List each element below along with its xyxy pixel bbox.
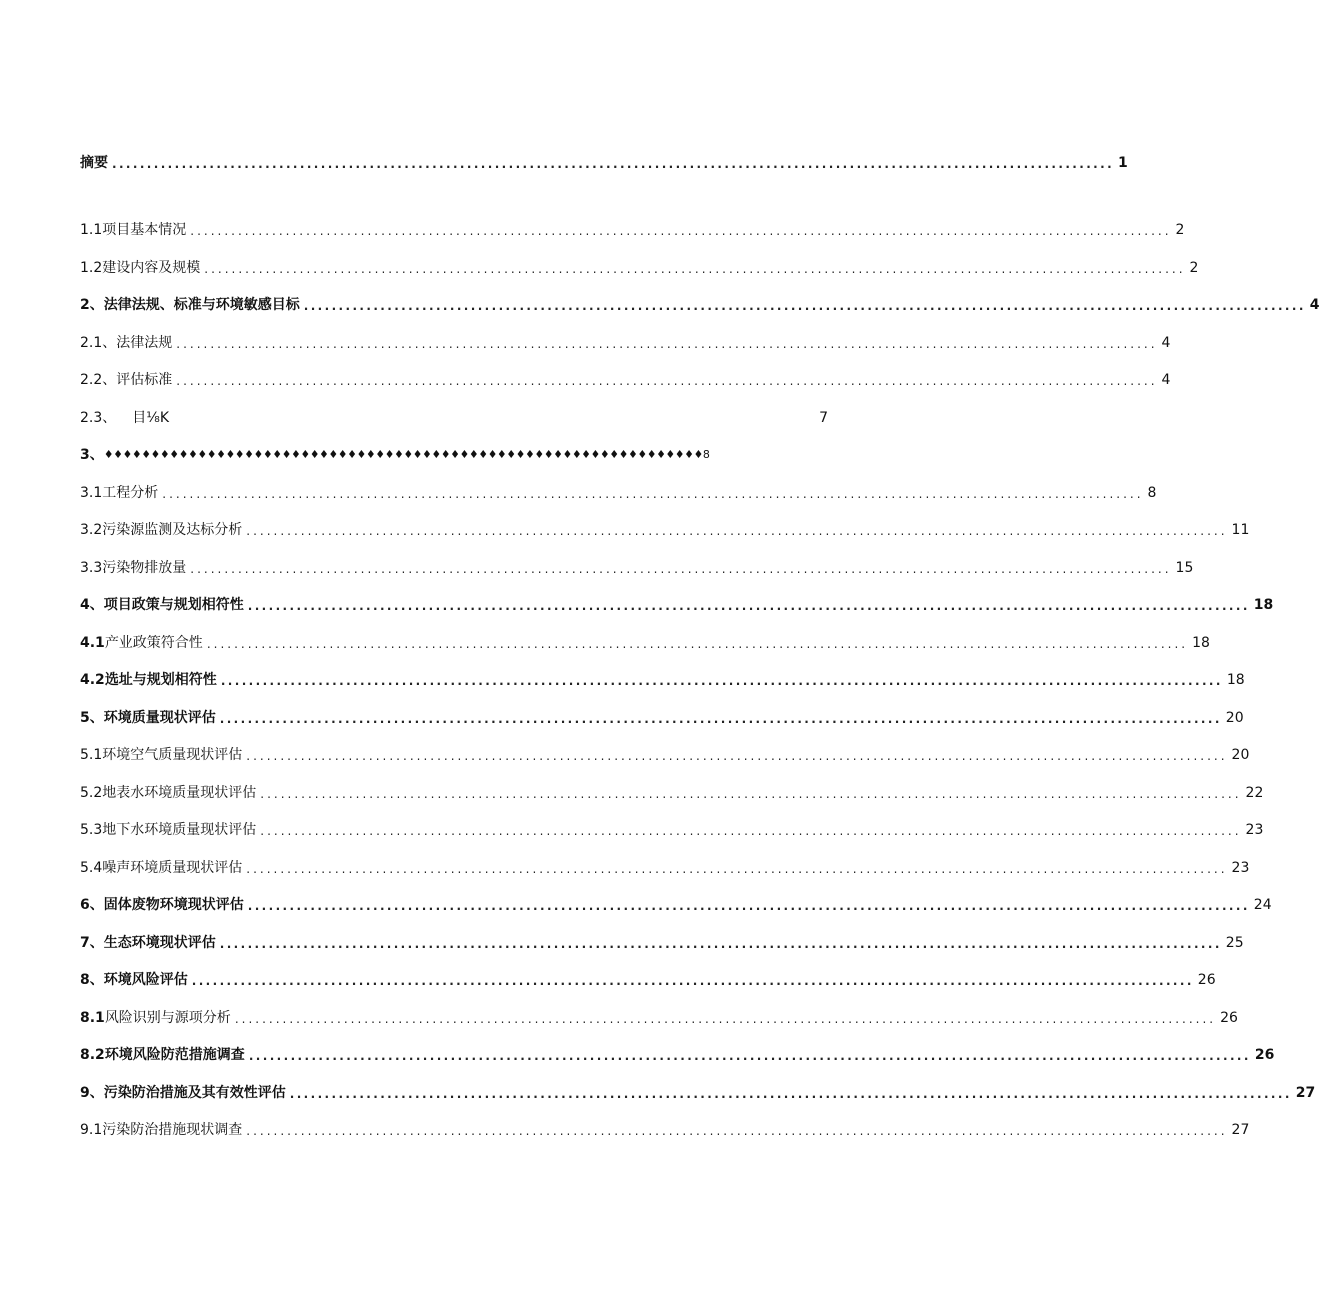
- toc-dot-leader: ................................................................................................................................................: [176, 337, 1158, 351]
- toc-entry-title: 法律法规: [116, 335, 173, 351]
- toc-dot-leader: ................................................................................................................................................: [247, 599, 1250, 613]
- toc-entry-title: 环境风险防范措施调查: [104, 1047, 245, 1063]
- toc-entry[interactable]: [80, 1117, 1250, 1139]
- toc-entry-number: 2.1、: [80, 335, 117, 351]
- toc-entry-number: 4.2: [80, 672, 105, 688]
- toc-entry-title: 污染物排放量: [102, 560, 187, 576]
- toc-page-number: 2: [1175, 222, 1185, 238]
- toc-dot-leader: ................................................................................................................................................: [248, 1049, 1251, 1063]
- toc-entry-title: 环境空气质量现状评估: [102, 747, 243, 763]
- toc-dot-leader: ................................................................................................................................................: [246, 524, 1228, 538]
- toc-entry-title: 噪声环境质量现状评估: [102, 860, 243, 876]
- toc-page-number: 20: [1225, 710, 1244, 726]
- toc-entry-number: 5.1: [80, 747, 103, 763]
- toc-page-number: 18: [1226, 672, 1245, 688]
- toc-entry[interactable]: [80, 255, 1199, 277]
- toc-entry[interactable]: [80, 967, 1216, 989]
- toc-page-number: 7: [819, 410, 828, 426]
- toc-page-number: 24: [1253, 897, 1272, 913]
- toc-entry-title: ♦♦♦♦♦♦♦♦♦♦♦♦♦♦♦♦♦♦♦♦♦♦♦♦♦♦♦♦♦♦♦♦♦♦♦♦♦♦♦♦♦♦♦♦♦♦♦♦♦♦♦♦♦♦♦♦♦♦♦♦♦♦♦♦8: [103, 448, 710, 461]
- toc-entry[interactable]: [80, 630, 1210, 652]
- toc-dot-leader: ................................................................................................................................................: [260, 787, 1242, 801]
- toc-entry-title: 地下水环境质量现状评估: [102, 822, 257, 838]
- toc-page-number: 18: [1192, 635, 1210, 651]
- toc-entry-number: 2、: [80, 297, 104, 313]
- toc-page-number: 22: [1245, 785, 1264, 801]
- toc-entry-title: 环境风险评估: [103, 972, 188, 988]
- toc-entry-title: 产业政策符合性: [104, 635, 203, 651]
- toc-page-number: 20: [1231, 747, 1250, 763]
- toc-entry[interactable]: [80, 442, 828, 464]
- toc-entry-title: 建设内容及规模: [102, 260, 201, 276]
- toc-entry-number: 9、: [80, 1085, 104, 1101]
- toc-entry-number: 8.2: [80, 1047, 105, 1063]
- toc-entry-number: 8.1: [80, 1010, 105, 1026]
- toc-entry[interactable]: [80, 367, 1171, 389]
- toc-entry-title: 工程分析: [102, 485, 159, 501]
- toc-entry-number: 3.3: [80, 560, 103, 576]
- toc-entry[interactable]: [80, 592, 1274, 614]
- toc-entry-number: 3.2: [80, 522, 103, 538]
- toc-entry[interactable]: [80, 405, 828, 427]
- toc-entry-number: 4、: [80, 597, 104, 613]
- toc-page-number: 23: [1245, 822, 1264, 838]
- toc-entry-number: 摘要: [80, 155, 108, 171]
- toc-dot-leader: ................................................................................................................................................: [260, 824, 1242, 838]
- toc-entry[interactable]: [80, 1080, 1316, 1102]
- toc-entry-number: 6、: [80, 897, 104, 913]
- toc-entry-number: 5.2: [80, 785, 103, 801]
- toc-entry[interactable]: [80, 330, 1171, 352]
- toc-page-number: 25: [1225, 935, 1244, 951]
- toc-entry[interactable]: [80, 742, 1250, 764]
- toc-entry[interactable]: [80, 780, 1264, 802]
- toc-entry-number: 5、: [80, 710, 104, 726]
- toc-page-number: 4: [1161, 335, 1171, 351]
- toc-entry-number: 2.3、: [80, 410, 117, 426]
- toc-entry[interactable]: [80, 930, 1244, 952]
- toc-entry-title: 法律法规、标准与环境敏感目标: [103, 297, 300, 313]
- toc-page-number: 15: [1175, 560, 1194, 576]
- toc-entry-title: 固体废物环境现状评估: [103, 897, 244, 913]
- toc-page-number: 2: [1189, 260, 1199, 276]
- toc-entry-title: 项目政策与规划相符性: [103, 597, 244, 613]
- toc-dot-leader: ................................................................................................................................................: [191, 974, 1194, 988]
- toc-dot-leader: ................................................................................................................................................: [219, 937, 1222, 951]
- toc-page-number: 1: [1118, 155, 1128, 171]
- toc-dot-leader: ................................................................................................................................................: [289, 1087, 1292, 1101]
- toc-entry[interactable]: [80, 855, 1250, 877]
- toc-entry[interactable]: [80, 1005, 1238, 1027]
- toc-entry[interactable]: [80, 817, 1264, 839]
- toc-entry-title: 目⅛K: [132, 410, 170, 426]
- toc-dot-leader: ................................................................................................................................................: [234, 1012, 1217, 1026]
- toc-entry[interactable]: [80, 1042, 1275, 1064]
- toc-entry-number: 3.1: [80, 485, 103, 501]
- toc-dot-leader: ................................................................................................................................................: [246, 862, 1228, 876]
- toc-entry-abstract[interactable]: [80, 150, 1128, 172]
- toc-dot-leader: ................................................................................................................................................: [190, 224, 1172, 238]
- toc-entry-title: 污染防治措施及其有效性评估: [103, 1085, 286, 1101]
- toc-entry-title: 项目基本情况: [102, 222, 187, 238]
- toc-entry-title: 选址与规划相符性: [104, 672, 217, 688]
- toc-entry-number: 1.1: [80, 222, 103, 238]
- toc-page-number: 23: [1231, 860, 1250, 876]
- toc-entry[interactable]: [80, 667, 1245, 689]
- toc-dot-leader: ................................................................................................................................................: [190, 562, 1172, 576]
- toc-dot-leader: ................................................................................................................................................: [176, 374, 1158, 388]
- toc-entry-title: 生态环境现状评估: [103, 935, 216, 951]
- toc-entry-title: 地表水环境质量现状评估: [102, 785, 257, 801]
- toc-dot-leader: ................................................................................................................................................: [303, 299, 1306, 313]
- toc-page-number: 26: [1254, 1047, 1275, 1063]
- toc-dot-leader: ................................................................................................................................................: [219, 712, 1222, 726]
- toc-entry-number: 8、: [80, 972, 104, 988]
- toc-page-number: 4: [1309, 297, 1320, 313]
- toc-entry[interactable]: [80, 480, 1157, 502]
- toc-entry[interactable]: [80, 292, 1320, 314]
- toc-dot-leader: ................................................................................................................................................: [112, 157, 1115, 171]
- toc-page-number: 27: [1295, 1085, 1316, 1101]
- toc-page-number: 27: [1231, 1122, 1250, 1138]
- toc-entry-title: 风险识别与源项分析: [104, 1010, 231, 1026]
- toc-entry[interactable]: [80, 517, 1250, 539]
- toc-page-number: 26: [1220, 1010, 1238, 1026]
- toc-entry-number: 4.1: [80, 635, 105, 651]
- toc-page-number: 18: [1253, 597, 1274, 613]
- toc-page-number: 8: [1147, 485, 1157, 501]
- toc-entry-title: 环境质量现状评估: [103, 710, 216, 726]
- toc-dot-leader: ................................................................................................................................................: [246, 1124, 1228, 1138]
- toc-entry-number: 5.3: [80, 822, 103, 838]
- toc-page-number: 4: [1161, 372, 1171, 388]
- toc-entry[interactable]: [80, 217, 1185, 239]
- toc-entry[interactable]: [80, 892, 1272, 914]
- toc-dot-leader: ................................................................................................................................................: [206, 637, 1189, 651]
- toc-dot-leader: ................................................................................................................................................: [162, 487, 1144, 501]
- toc-page-number: 26: [1197, 972, 1216, 988]
- toc-dot-leader: ................................................................................................................................................: [246, 749, 1228, 763]
- toc-entry[interactable]: [80, 555, 1194, 577]
- toc-entry-title: 评估标准: [116, 372, 173, 388]
- toc-page-number: 11: [1231, 522, 1250, 538]
- toc-dot-leader: ................................................................................................................................................: [220, 674, 1223, 688]
- toc-dot-leader: ................................................................................................................................................: [204, 262, 1186, 276]
- toc-entry-number: 9.1: [80, 1122, 103, 1138]
- toc-entry-number: 5.4: [80, 860, 103, 876]
- toc-entry-number: 2.2、: [80, 372, 117, 388]
- toc-entry[interactable]: [80, 705, 1244, 727]
- toc-entry-title: 污染防治措施现状调查: [102, 1122, 243, 1138]
- toc-entry-title: 污染源监测及达标分析: [102, 522, 243, 538]
- toc-dot-leader: ................................................................................................................................................: [247, 899, 1250, 913]
- toc-entry-number: 1.2: [80, 260, 103, 276]
- toc-entry-number: 7、: [80, 935, 104, 951]
- toc-entry-number: 3、: [80, 447, 104, 463]
